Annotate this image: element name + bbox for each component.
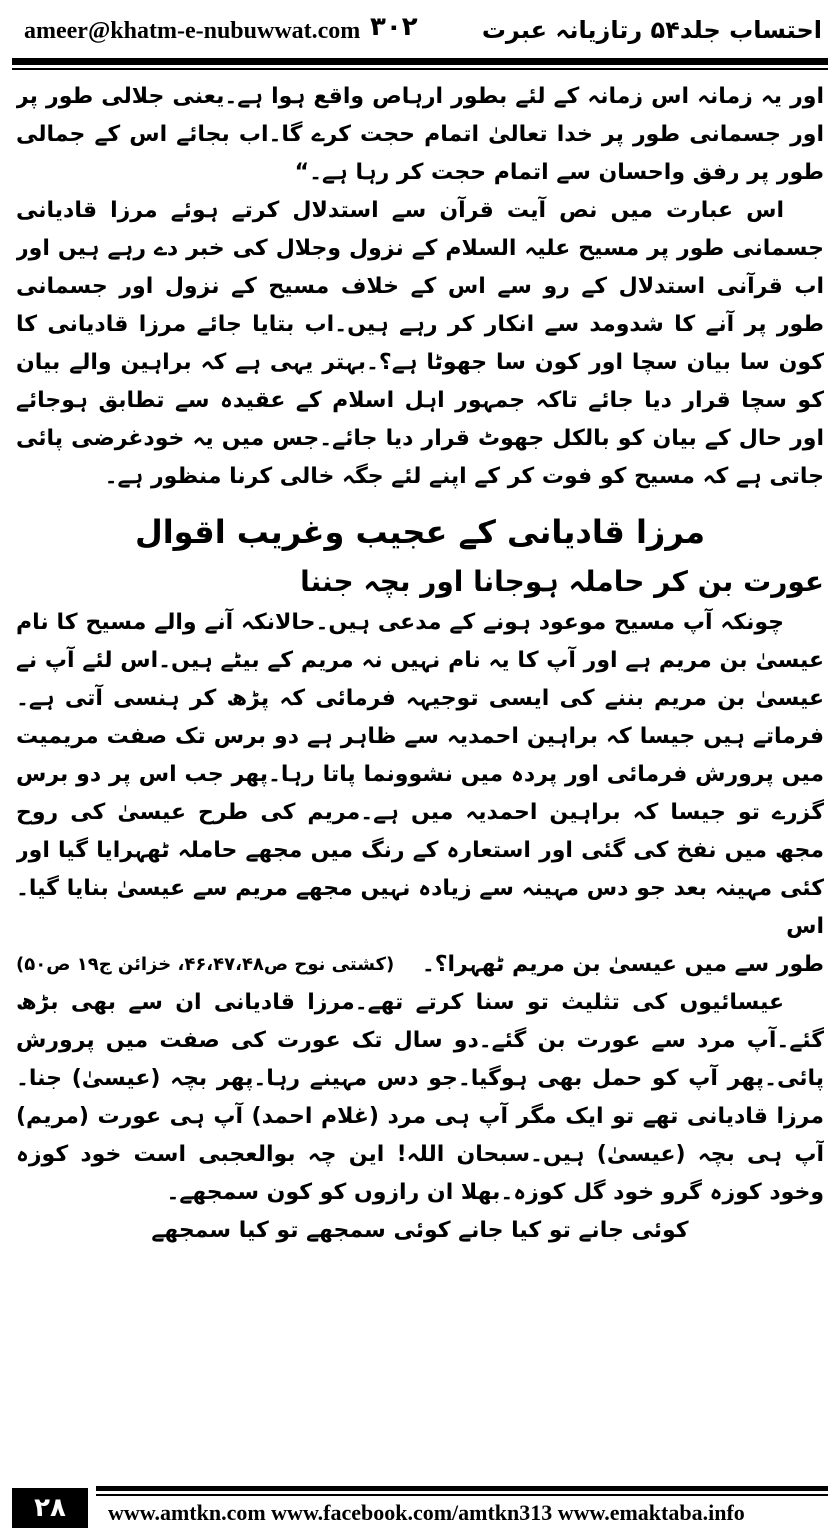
citation-reference: (کشتی نوح ص۴۶،۴۷،۴۸، خزائن ج۱۹ ص۵۰) <box>16 954 395 975</box>
paragraph-claim-end: طور سے میں عیسیٰ بن مریم ٹھہرا؟۔ <box>421 952 824 977</box>
citation-line <box>16 946 824 984</box>
header-rule-thick <box>12 58 828 65</box>
verse-couplet: کوئی جانے تو کیا جانے کوئی سمجھے تو کیا سمجھے <box>151 1218 689 1243</box>
page-number: ۳۰۲ <box>370 12 418 42</box>
header-email: ameer@khatm-e-nubuwwat.com <box>24 18 361 44</box>
page-footer <box>12 1486 828 1530</box>
footer-rule-thin <box>96 1494 828 1496</box>
section-heading: مرزا قادیانی کے عجیب وغریب اقوال <box>134 513 706 551</box>
paragraph-commentary: عیسائیوں کی تثلیث تو سنا کرتے تھے۔مرزا قادیانی ان سے بھی بڑھ گئے۔آپ مرد سے عورت بن گئے۔دو سال تک عورت کی صفت میں پرورش پائی۔پھر آپ کو حمل بھی ہوگیا۔جو دس مہینے رہا۔پھر بچہ (عیسیٰ) جنا۔مرزا قادیانی تھے تو ایک مگر آپ ہی مرد (غلام احمد) آپ ہی عورت (مریم) آپ ہی بچہ (عیسیٰ) ہیں۔سبحان اللہ! این چہ بوالعجبی است خود کوزہ وخود کوزہ گرو خود گل کوزہ۔بھلا ان رازوں کو کون سمجھے۔ <box>16 990 824 1205</box>
book-title: احتساب جلد۵۴ رتازیانہ عبرت <box>481 16 822 44</box>
page-header <box>12 10 828 54</box>
footer-links: www.amtkn.com www.facebook.com/amtkn313 www.emaktaba.info <box>108 1500 745 1525</box>
paragraph-argument: اس عبارت میں نص آیت قرآن سے استدلال کرتے ہوئے مرزا قادیانی جسمانی طور پر مسیح علیہ السلام کے نزول وجلال کی خبر دے رہے ہیں اور اب قرآنی استدلال کے رو سے اس کے خلاف مسیح کے نزول اور جسمانی طور پر آنے کا شدومد سے انکار کر رہے ہیں۔اب بتایا جائے مرزا قادیانی کا کون سا بیان سچا اور کون سا جھوٹا ہے؟۔بہتر یہی ہے کہ براہین والے بیان کو سچا قرار دیا جائے تاکہ جمہور اہل اسلام کے عقیدہ سے تطابق ہوجائے اور حال کے بیان کو بالکل جھوٹ قرار دیا جائے۔جس میں یہ خودغرضی پائی جاتی ہے کہ مسیح کو فوت کر کے اپنے لئے جگہ خالی کرنا منظور ہے۔ <box>16 198 824 489</box>
header-rule-thin <box>12 68 828 70</box>
sub-heading: عورت بن کر حاملہ ہوجانا اور بچہ جننا <box>300 565 824 598</box>
page-body <box>16 78 824 1456</box>
paragraph-claim: چونکہ آپ مسیح موعود ہونے کے مدعی ہیں۔حالانکہ آنے والے مسیح کا نام عیسیٰ بن مریم ہے اور آپ کا یہ نام نہیں نہ مریم کے بیٹے ہیں۔اس لئے آپ نے عیسیٰ بن مریم بننے کی ایسی توجیہہ فرمائی کہ پڑھ کر ہنسی آتی ہے۔فرماتے ہیں جیسا کہ براہین احمدیہ سے ظاہر ہے دو برس تک صفت مریمیت میں پرورش فرمائی اور پردہ میں نشوونما پاتا رہا۔پھر جب اس پر دو برس گزرے تو جیسا کہ براہین احمدیہ میں ہے۔مریم کی طرح عیسیٰ کی روح مجھ میں نفخ کی گئی اور استعارہ کے رنگ میں مجھے حاملہ ٹھہرایا گیا اور کئی مہینہ بعد جو دس مہینہ سے زیادہ نہیں مجھے مریم سے عیسیٰ بنایا گیا۔اس <box>16 610 824 939</box>
folio-number: ۲۸ <box>12 1488 88 1528</box>
paragraph-quote-end: اور یہ زمانہ اس زمانہ کے لئے بطور ارہاص واقع ہوا ہے۔یعنی جلالی طور پر اور جسمانی طور پر خدا تعالیٰ اتمام حجت کرے گا۔اب بجائے اس کے جمالی طور پر رفق واحسان سے اتمام حجت کر رہا ہے۔“ <box>16 84 824 185</box>
footer-rule-thick <box>96 1486 828 1491</box>
